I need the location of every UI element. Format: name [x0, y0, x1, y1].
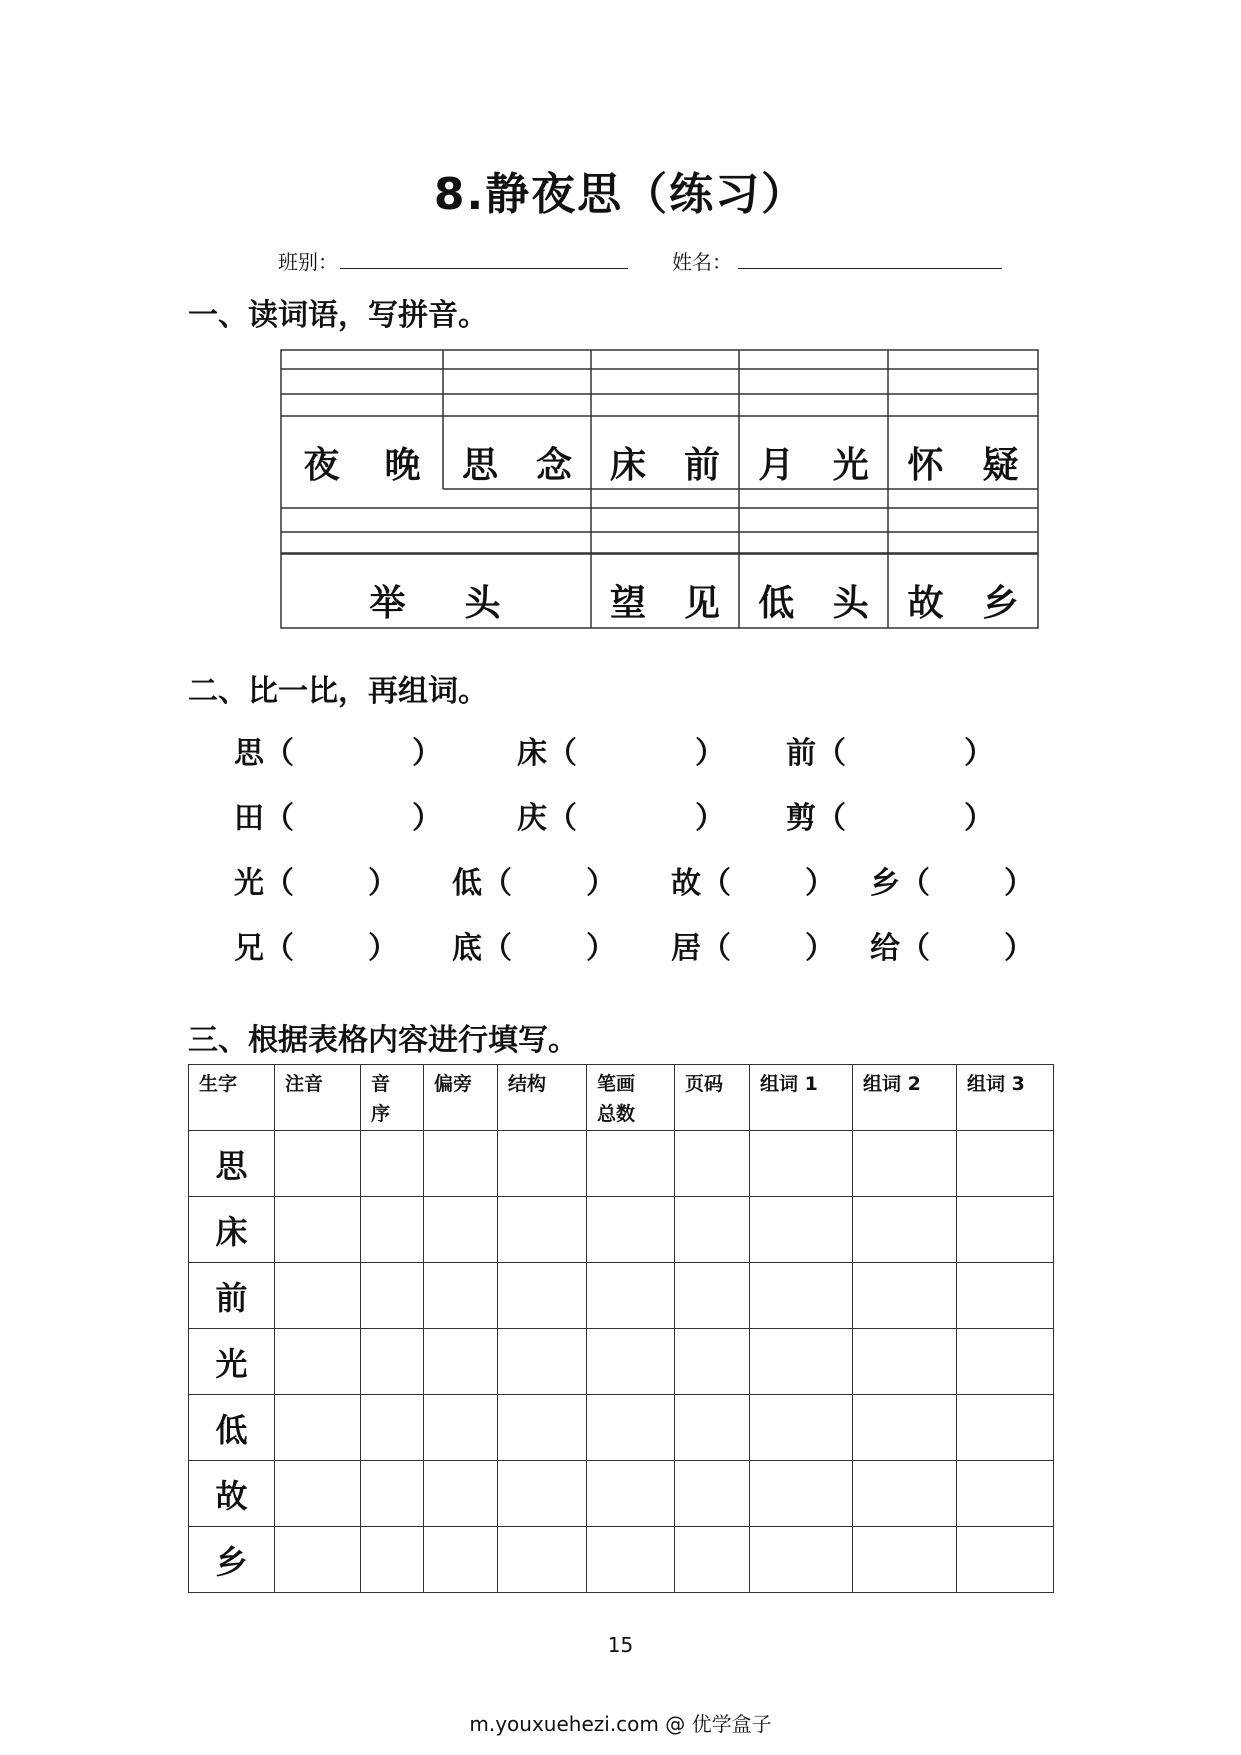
open-paren: （ — [701, 866, 731, 901]
header-cell — [853, 1065, 957, 1131]
header-text: 笔画 — [597, 1073, 636, 1095]
fill-cell[interactable] — [675, 1527, 750, 1593]
close-paren: ） — [1004, 866, 1034, 901]
fill-cell[interactable] — [853, 1131, 957, 1197]
compare-item[interactable] — [786, 730, 994, 770]
fill-cell[interactable] — [587, 1263, 675, 1329]
fill-cell[interactable] — [498, 1197, 587, 1263]
open-paren: （ — [482, 931, 512, 966]
compare-char: 低 — [452, 866, 482, 901]
fill-cell[interactable] — [587, 1461, 675, 1527]
word-yueguang — [739, 438, 888, 486]
compare-row — [0, 730, 1241, 770]
table-row — [189, 1395, 1054, 1461]
fill-cell[interactable] — [361, 1197, 424, 1263]
close-paren: ） — [368, 931, 398, 966]
header-cell — [275, 1065, 361, 1131]
close-paren: ） — [412, 801, 442, 836]
word-sinian — [443, 438, 591, 486]
compare-item[interactable] — [517, 730, 725, 770]
fill-cell[interactable] — [853, 1395, 957, 1461]
compare-item[interactable] — [870, 860, 1034, 900]
character-table — [188, 1064, 1054, 1593]
close-paren: ） — [412, 736, 442, 771]
word-jutou — [340, 576, 530, 624]
compare-item[interactable] — [671, 925, 835, 965]
page-title: 8.静夜思（练习） — [433, 169, 808, 220]
fill-cell[interactable] — [424, 1263, 498, 1329]
char: 故 — [907, 582, 944, 624]
fill-cell[interactable] — [587, 1329, 675, 1395]
open-paren: （ — [900, 931, 930, 966]
header-cell — [587, 1065, 675, 1131]
char: 举 — [369, 582, 406, 624]
header-text: 组词 3 — [967, 1073, 1025, 1095]
compare-char: 剪 — [786, 801, 816, 836]
fill-cell[interactable] — [587, 1197, 675, 1263]
compare-item[interactable] — [870, 925, 1034, 965]
compare-char: 床 — [517, 736, 547, 771]
table-row — [189, 1461, 1054, 1527]
compare-item[interactable] — [234, 730, 442, 770]
section3-heading: 三、根据表格内容进行填写。 — [188, 1023, 578, 1058]
compare-char: 兄 — [234, 931, 264, 966]
header-cell — [498, 1065, 587, 1131]
fill-cell[interactable] — [275, 1263, 361, 1329]
row-char: 故 — [189, 1461, 275, 1527]
compare-char: 给 — [870, 931, 900, 966]
compare-row — [0, 925, 1241, 965]
char: 怀 — [907, 444, 944, 486]
char: 前 — [683, 444, 720, 486]
fill-cell[interactable] — [498, 1131, 587, 1197]
fill-cell[interactable] — [587, 1131, 675, 1197]
char: 光 — [832, 444, 869, 486]
row-char: 乡 — [189, 1527, 275, 1593]
footer-watermark[interactable]: m.youxuehezi.com @ 优学盒子 — [469, 1712, 772, 1736]
close-paren: ） — [805, 866, 835, 901]
fill-cell[interactable] — [957, 1263, 1054, 1329]
fill-cell[interactable] — [361, 1461, 424, 1527]
fill-cell[interactable] — [675, 1197, 750, 1263]
header-text: 组词 1 — [760, 1073, 818, 1095]
fill-cell[interactable] — [424, 1527, 498, 1593]
fill-cell[interactable] — [675, 1461, 750, 1527]
header-text: 音 — [371, 1073, 391, 1095]
open-paren: （ — [264, 931, 294, 966]
row-char: 前 — [189, 1263, 275, 1329]
header-text: 组词 2 — [863, 1073, 921, 1095]
row-char: 光 — [189, 1329, 275, 1395]
header-cell — [675, 1065, 750, 1131]
header-text: 结构 — [508, 1073, 547, 1095]
char: 低 — [758, 582, 795, 624]
fill-cell[interactable] — [750, 1263, 853, 1329]
header-cell — [957, 1065, 1054, 1131]
compare-item[interactable] — [234, 860, 398, 900]
name-label: 姓名： — [672, 250, 732, 274]
fill-cell[interactable] — [750, 1197, 853, 1263]
fill-cell[interactable] — [275, 1527, 361, 1593]
compare-char: 庆 — [517, 801, 547, 836]
close-paren: ） — [964, 736, 994, 771]
fill-cell[interactable] — [424, 1197, 498, 1263]
char: 思 — [461, 444, 498, 486]
char: 乡 — [982, 582, 1019, 624]
fill-cell[interactable] — [424, 1329, 498, 1395]
header-cell — [189, 1065, 275, 1131]
fill-cell[interactable] — [498, 1329, 587, 1395]
char: 晚 — [384, 444, 421, 486]
fill-cell[interactable] — [750, 1131, 853, 1197]
fill-cell[interactable] — [750, 1329, 853, 1395]
compare-item[interactable] — [234, 925, 398, 965]
fill-cell[interactable] — [957, 1527, 1054, 1593]
close-paren: ） — [964, 801, 994, 836]
word-huaiyi — [888, 438, 1038, 486]
fill-cell[interactable] — [853, 1461, 957, 1527]
char: 床 — [609, 444, 646, 486]
compare-item[interactable] — [452, 860, 616, 900]
open-paren: （ — [264, 866, 294, 901]
header-text: 页码 — [685, 1073, 724, 1095]
fill-cell[interactable] — [853, 1329, 957, 1395]
compare-char: 居 — [671, 931, 701, 966]
char: 月 — [758, 444, 795, 486]
fill-cell[interactable] — [361, 1395, 424, 1461]
table-row — [189, 1263, 1054, 1329]
open-paren: （ — [900, 866, 930, 901]
fill-cell[interactable] — [275, 1329, 361, 1395]
fill-cell[interactable] — [498, 1527, 587, 1593]
open-paren: （ — [264, 801, 294, 836]
open-paren: （ — [547, 736, 577, 771]
word-ditou — [739, 576, 888, 624]
compare-item[interactable] — [671, 860, 835, 900]
fill-cell[interactable] — [750, 1527, 853, 1593]
fill-cell[interactable] — [498, 1461, 587, 1527]
table-header-row — [189, 1065, 1054, 1131]
fill-cell[interactable] — [675, 1131, 750, 1197]
char: 念 — [535, 444, 572, 486]
char: 头 — [832, 582, 869, 624]
fill-cell[interactable] — [498, 1395, 587, 1461]
open-paren: （ — [816, 801, 846, 836]
close-paren: ） — [695, 736, 725, 771]
open-paren: （ — [547, 801, 577, 836]
header-text: 偏旁 — [434, 1073, 473, 1095]
open-paren: （ — [816, 736, 846, 771]
fill-cell[interactable] — [675, 1395, 750, 1461]
table-row — [189, 1527, 1054, 1593]
compare-char: 思 — [234, 736, 264, 771]
class-label: 班别： — [278, 250, 338, 274]
header-text: 生字 — [199, 1073, 238, 1095]
fill-cell[interactable] — [957, 1197, 1054, 1263]
fill-cell[interactable] — [587, 1395, 675, 1461]
header-text: 总数 — [597, 1103, 636, 1125]
word-yewan — [281, 438, 443, 486]
fill-cell[interactable] — [853, 1197, 957, 1263]
row-char: 思 — [189, 1131, 275, 1197]
fill-cell[interactable] — [957, 1395, 1054, 1461]
fill-cell[interactable] — [275, 1131, 361, 1197]
close-paren: ） — [586, 866, 616, 901]
fill-cell[interactable] — [424, 1461, 498, 1527]
fill-cell[interactable] — [853, 1263, 957, 1329]
fill-cell[interactable] — [587, 1527, 675, 1593]
fill-cell[interactable] — [853, 1527, 957, 1593]
word-wangjian — [591, 576, 739, 624]
open-paren: （ — [482, 866, 512, 901]
close-paren: ） — [368, 866, 398, 901]
compare-item[interactable] — [452, 925, 616, 965]
fill-cell[interactable] — [957, 1461, 1054, 1527]
compare-char: 乡 — [870, 866, 900, 901]
fill-cell[interactable] — [361, 1527, 424, 1593]
row-char: 低 — [189, 1395, 275, 1461]
header-cell — [424, 1065, 498, 1131]
page-number: 15 — [607, 1633, 634, 1657]
header-text: 序 — [371, 1103, 391, 1125]
close-paren: ） — [586, 931, 616, 966]
close-paren: ） — [805, 931, 835, 966]
char: 见 — [683, 582, 720, 624]
fill-cell[interactable] — [498, 1263, 587, 1329]
table-row — [189, 1329, 1054, 1395]
close-paren: ） — [695, 801, 725, 836]
char: 夜 — [303, 444, 340, 486]
fill-cell[interactable] — [675, 1329, 750, 1395]
compare-char: 光 — [234, 866, 264, 901]
fill-cell[interactable] — [957, 1329, 1054, 1395]
word-chuangqian — [591, 438, 739, 486]
header-text: 注音 — [285, 1073, 324, 1095]
fill-cell[interactable] — [361, 1329, 424, 1395]
compare-char: 底 — [452, 931, 482, 966]
close-paren: ） — [1004, 931, 1034, 966]
compare-char: 故 — [671, 866, 701, 901]
fill-cell[interactable] — [275, 1395, 361, 1461]
fill-cell[interactable] — [750, 1461, 853, 1527]
header-cell — [361, 1065, 424, 1131]
compare-row — [0, 860, 1241, 900]
fill-cell[interactable] — [675, 1263, 750, 1329]
section2-heading: 二、比一比，再组词。 — [188, 674, 488, 709]
fill-cell[interactable] — [275, 1461, 361, 1527]
char: 头 — [464, 582, 501, 624]
compare-row — [0, 795, 1241, 835]
char: 疑 — [982, 444, 1019, 486]
fill-cell[interactable] — [424, 1395, 498, 1461]
header-cell — [750, 1065, 853, 1131]
fill-cell[interactable] — [275, 1197, 361, 1263]
table-row — [189, 1131, 1054, 1197]
compare-item[interactable] — [786, 795, 994, 835]
fill-cell[interactable] — [750, 1395, 853, 1461]
fill-cell[interactable] — [361, 1263, 424, 1329]
compare-item[interactable] — [234, 795, 442, 835]
fill-cell[interactable] — [957, 1131, 1054, 1197]
section1-heading: 一、读词语，写拼音。 — [188, 298, 488, 333]
fill-cell[interactable] — [424, 1131, 498, 1197]
compare-item[interactable] — [517, 795, 725, 835]
open-paren: （ — [701, 931, 731, 966]
row-char: 床 — [189, 1197, 275, 1263]
compare-char: 田 — [234, 801, 264, 836]
compare-char: 前 — [786, 736, 816, 771]
open-paren: （ — [264, 736, 294, 771]
table-row — [189, 1197, 1054, 1263]
char: 望 — [609, 582, 646, 624]
word-guxiang — [888, 576, 1038, 624]
fill-cell[interactable] — [361, 1131, 424, 1197]
